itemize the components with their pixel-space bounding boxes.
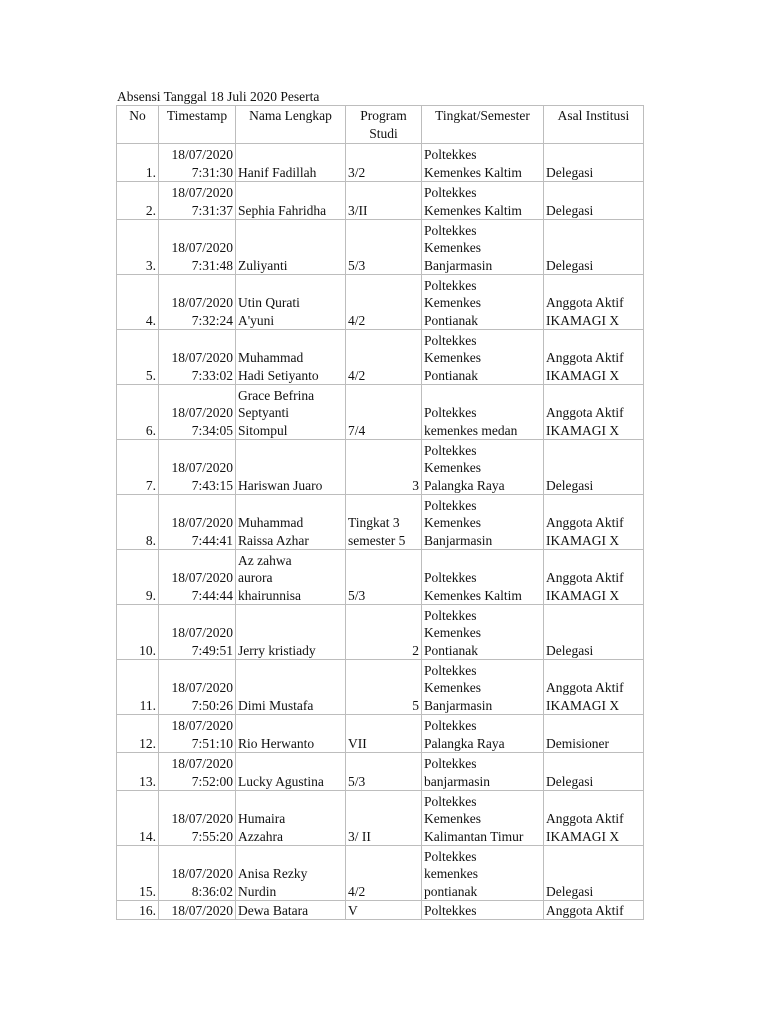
- cell-institution: Anggota Aktif IKAMAGI X: [544, 791, 644, 846]
- cell-no: 1.: [117, 144, 159, 182]
- cell-name: Zuliyanti: [236, 220, 346, 275]
- cell-name: Muhammad Hadi Setiyanto: [236, 330, 346, 385]
- cell-no: 14.: [117, 791, 159, 846]
- cell-institution: Demisioner: [544, 715, 644, 753]
- cell-program: 5/3: [346, 220, 422, 275]
- table-row: [117, 846, 644, 901]
- cell-name: Dewa Batara: [236, 901, 346, 920]
- cell-timestamp: 18/07/2020: [159, 901, 236, 920]
- cell-program: 3: [346, 440, 422, 495]
- cell-timestamp: 18/07/2020 7:34:05: [159, 385, 236, 440]
- cell-no: 3.: [117, 220, 159, 275]
- table-row: [117, 330, 644, 385]
- cell-semester: Poltekkes Kemenkes Pontianak: [422, 330, 544, 385]
- cell-program: V: [346, 901, 422, 920]
- cell-name: Humaira Azzahra: [236, 791, 346, 846]
- cell-timestamp: 18/07/2020 7:52:00: [159, 753, 236, 791]
- table-row: [117, 660, 644, 715]
- cell-name: Muhammad Raissa Azhar: [236, 495, 346, 550]
- column-header-semester: Tingkat/Semester: [422, 106, 544, 144]
- table-row: [117, 440, 644, 495]
- table-row: [117, 715, 644, 753]
- cell-semester: Poltekkes Kemenkes Palangka Raya: [422, 440, 544, 495]
- table-header-row: [117, 106, 644, 144]
- table-row: [117, 275, 644, 330]
- cell-semester: Poltekkes Kemenkes Pontianak: [422, 605, 544, 660]
- cell-name: Dimi Mustafa: [236, 660, 346, 715]
- cell-program: VII: [346, 715, 422, 753]
- cell-semester: Poltekkes banjarmasin: [422, 753, 544, 791]
- cell-institution: Delegasi: [544, 220, 644, 275]
- cell-no: 7.: [117, 440, 159, 495]
- cell-institution: Delegasi: [544, 753, 644, 791]
- attendance-table: [116, 105, 644, 920]
- cell-semester: Poltekkes Kemenkes Pontianak: [422, 275, 544, 330]
- cell-institution: Anggota Aktif IKAMAGI X: [544, 495, 644, 550]
- cell-semester: Poltekkes Palangka Raya: [422, 715, 544, 753]
- cell-timestamp: 18/07/2020 7:49:51: [159, 605, 236, 660]
- cell-semester: Poltekkes Kemenkes Kaltim: [422, 550, 544, 605]
- cell-program: 4/2: [346, 275, 422, 330]
- cell-program: 3/2: [346, 144, 422, 182]
- table-row: [117, 182, 644, 220]
- cell-semester: Poltekkes Kemenkes Kalimantan Timur: [422, 791, 544, 846]
- cell-institution: Delegasi: [544, 144, 644, 182]
- cell-program: 3/II: [346, 182, 422, 220]
- cell-timestamp: 18/07/2020 7:55:20: [159, 791, 236, 846]
- cell-institution: Delegasi: [544, 846, 644, 901]
- cell-institution: Anggota Aktif IKAMAGI X: [544, 385, 644, 440]
- cell-timestamp: 18/07/2020 7:43:15: [159, 440, 236, 495]
- cell-program: 3/ II: [346, 791, 422, 846]
- cell-institution: Delegasi: [544, 605, 644, 660]
- cell-program: 5: [346, 660, 422, 715]
- cell-name: Utin Qurati A'yuni: [236, 275, 346, 330]
- table-row: [117, 753, 644, 791]
- column-header-institution: Asal Institusi: [544, 106, 644, 144]
- document-title: Absensi Tanggal 18 Juli 2020 Peserta: [117, 89, 320, 104]
- cell-name: Hanif Fadillah: [236, 144, 346, 182]
- cell-name: Grace Befrina Septyanti Sitompul: [236, 385, 346, 440]
- cell-institution: Anggota Aktif IKAMAGI X: [544, 275, 644, 330]
- table-body: [117, 144, 644, 920]
- cell-program: 5/3: [346, 753, 422, 791]
- column-header-program: Program Studi: [346, 106, 422, 144]
- column-header-timestamp: Timestamp: [159, 106, 236, 144]
- cell-institution: Anggota Aktif IKAMAGI X: [544, 660, 644, 715]
- cell-timestamp: 18/07/2020 7:51:10: [159, 715, 236, 753]
- cell-no: 10.: [117, 605, 159, 660]
- cell-no: 9.: [117, 550, 159, 605]
- column-header-no: No: [117, 106, 159, 144]
- cell-institution: Delegasi: [544, 182, 644, 220]
- cell-no: 4.: [117, 275, 159, 330]
- cell-name: Az zahwa aurora khairunnisa: [236, 550, 346, 605]
- cell-program: Tingkat 3 semester 5: [346, 495, 422, 550]
- table-row: [117, 495, 644, 550]
- cell-name: Anisa Rezky Nurdin: [236, 846, 346, 901]
- cell-no: 16.: [117, 901, 159, 920]
- cell-timestamp: 18/07/2020 8:36:02: [159, 846, 236, 901]
- cell-no: 8.: [117, 495, 159, 550]
- cell-name: Sephia Fahridha: [236, 182, 346, 220]
- cell-no: 11.: [117, 660, 159, 715]
- cell-semester: Poltekkes kemenkes medan: [422, 385, 544, 440]
- cell-timestamp: 18/07/2020 7:50:26: [159, 660, 236, 715]
- cell-name: Hariswan Juaro: [236, 440, 346, 495]
- cell-program: 7/4: [346, 385, 422, 440]
- table-row: [117, 144, 644, 182]
- cell-timestamp: 18/07/2020 7:32:24: [159, 275, 236, 330]
- cell-name: Rio Herwanto: [236, 715, 346, 753]
- cell-program: 4/2: [346, 330, 422, 385]
- cell-timestamp: 18/07/2020 7:31:48: [159, 220, 236, 275]
- cell-timestamp: 18/07/2020 7:31:30: [159, 144, 236, 182]
- cell-no: 12.: [117, 715, 159, 753]
- cell-semester: Poltekkes: [422, 901, 544, 920]
- cell-no: 15.: [117, 846, 159, 901]
- cell-no: 2.: [117, 182, 159, 220]
- cell-timestamp: 18/07/2020 7:44:44: [159, 550, 236, 605]
- table-row: [117, 550, 644, 605]
- table-row: [117, 605, 644, 660]
- cell-semester: Poltekkes Kemenkes Banjarmasin: [422, 220, 544, 275]
- cell-timestamp: 18/07/2020 7:31:37: [159, 182, 236, 220]
- cell-semester: Poltekkes Kemenkes Kaltim: [422, 182, 544, 220]
- cell-program: 5/3: [346, 550, 422, 605]
- cell-no: 13.: [117, 753, 159, 791]
- cell-name: Jerry kristiady: [236, 605, 346, 660]
- cell-no: 5.: [117, 330, 159, 385]
- cell-program: 2: [346, 605, 422, 660]
- cell-institution: Anggota Aktif: [544, 901, 644, 920]
- cell-timestamp: 18/07/2020 7:33:02: [159, 330, 236, 385]
- cell-semester: Poltekkes Kemenkes Kaltim: [422, 144, 544, 182]
- cell-institution: Anggota Aktif IKAMAGI X: [544, 550, 644, 605]
- table-row: [117, 901, 644, 920]
- table-row: [117, 220, 644, 275]
- cell-semester: Poltekkes kemenkes pontianak: [422, 846, 544, 901]
- cell-timestamp: 18/07/2020 7:44:41: [159, 495, 236, 550]
- cell-program: 4/2: [346, 846, 422, 901]
- table-row: [117, 385, 644, 440]
- column-header-name: Nama Lengkap: [236, 106, 346, 144]
- cell-no: 6.: [117, 385, 159, 440]
- cell-institution: Delegasi: [544, 440, 644, 495]
- cell-institution: Anggota Aktif IKAMAGI X: [544, 330, 644, 385]
- cell-semester: Poltekkes Kemenkes Banjarmasin: [422, 660, 544, 715]
- cell-semester: Poltekkes Kemenkes Banjarmasin: [422, 495, 544, 550]
- table-row: [117, 791, 644, 846]
- cell-name: Lucky Agustina: [236, 753, 346, 791]
